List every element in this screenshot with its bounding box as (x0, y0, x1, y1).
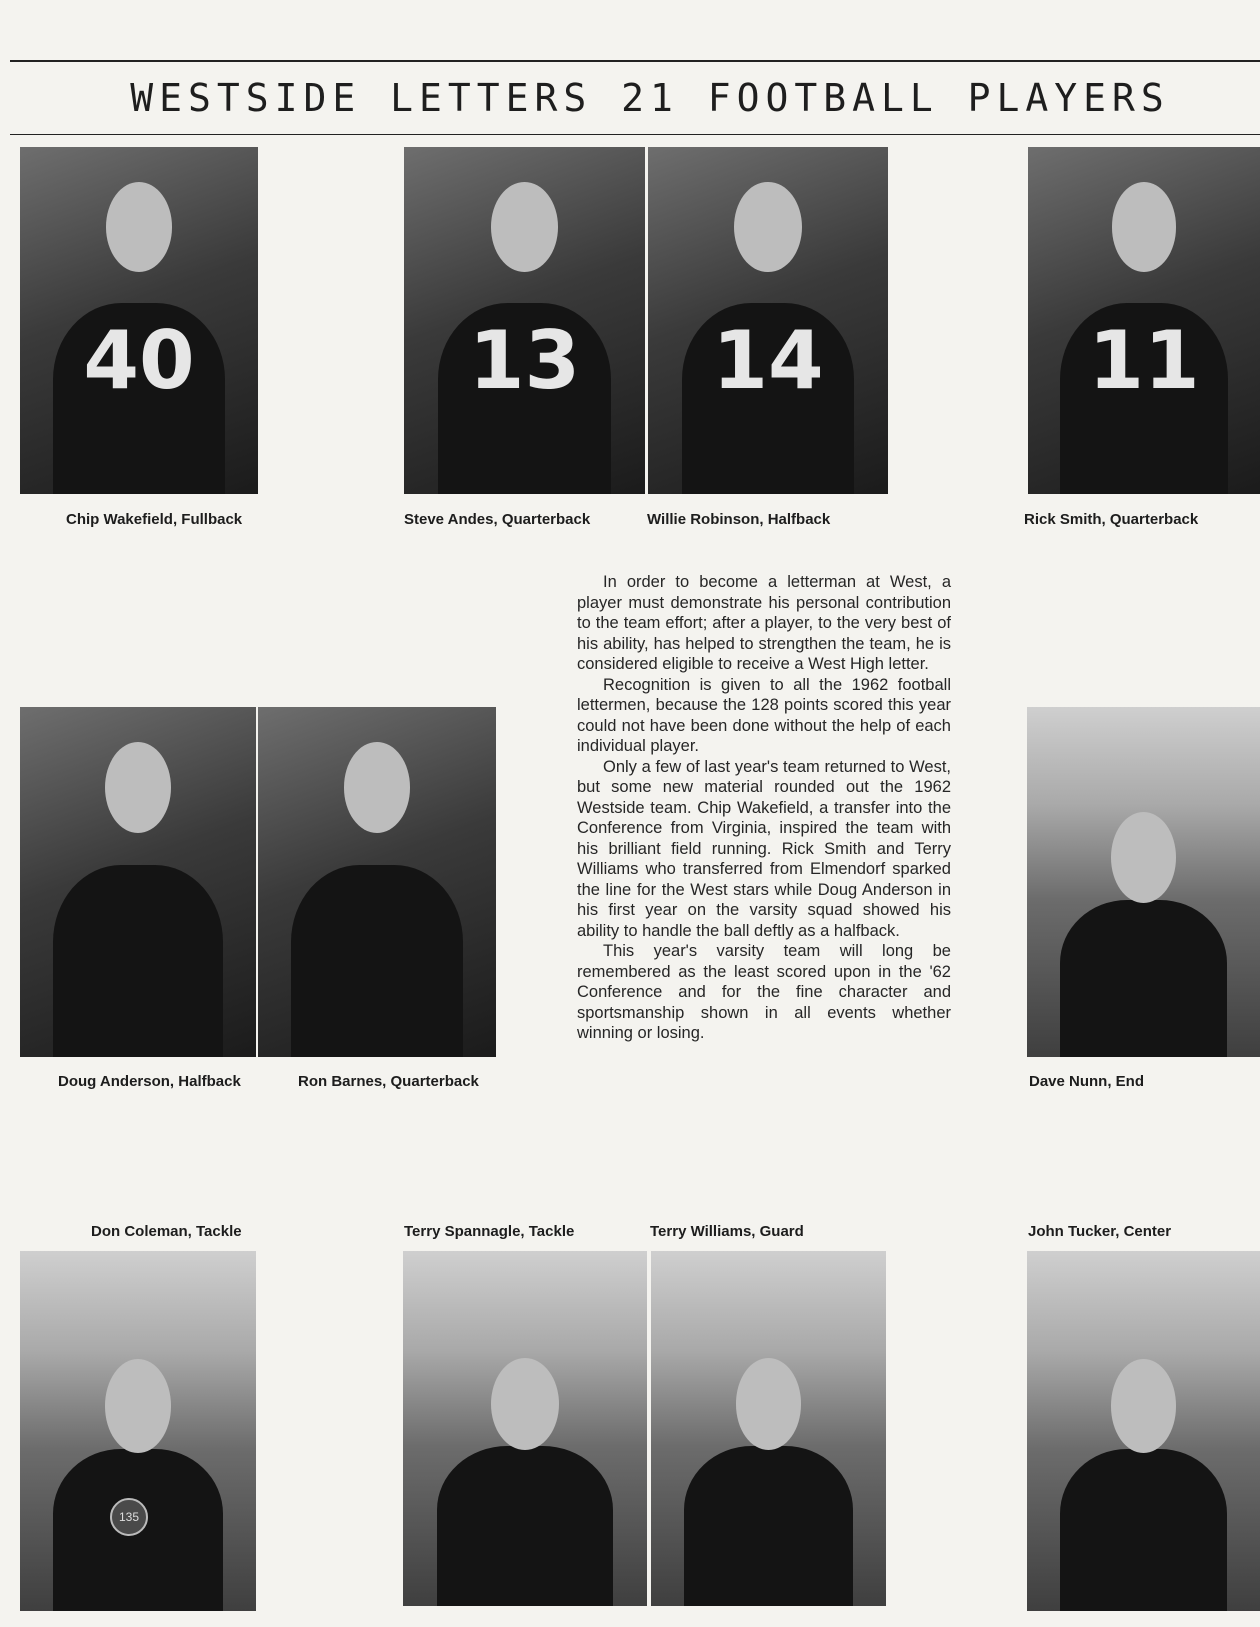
head-shape (1111, 812, 1176, 903)
jersey-shape (437, 1446, 613, 1606)
caption-rick-smith: Rick Smith, Quarterback (1024, 511, 1199, 528)
page-title: WESTSIDE LETTERS 21 FOOTBALL PLAYERS (130, 76, 1170, 120)
caption-john-tucker: John Tucker, Center (1028, 1223, 1172, 1240)
player-photo-ron-barnes (258, 707, 496, 1057)
caption-steve-andes: Steve Andes, Quarterback (404, 511, 591, 528)
jersey-shape (291, 865, 462, 1058)
player-photo-chip-wakefield (20, 147, 258, 494)
head-shape (491, 182, 558, 272)
jersey-shape (1060, 1449, 1228, 1611)
jersey-shape (1060, 900, 1228, 1058)
player-photo-doug-anderson (20, 707, 256, 1057)
jersey-shape (684, 1446, 853, 1606)
head-shape (105, 742, 171, 833)
head-shape (491, 1358, 559, 1450)
player-photo-don-coleman (20, 1251, 256, 1611)
player-photo-terry-williams (651, 1251, 886, 1606)
title-rule (10, 134, 1260, 135)
body-paragraph: This year's varsity team will long be remembered as the least scored upon in the '62 Conference and for the fine character and sportsmanship shown in all events whether winning or losing. (577, 942, 951, 1042)
caption-ron-barnes: Ron Barnes, Quarterback (298, 1073, 479, 1090)
player-photo-terry-spannagle (403, 1251, 647, 1606)
player-photo-steve-andes (404, 147, 645, 494)
head-shape (1111, 1359, 1176, 1453)
head-shape (736, 1358, 802, 1450)
jersey-number: 40 (83, 313, 195, 407)
head-shape (734, 182, 801, 272)
player-photo-rick-smith (1028, 147, 1260, 494)
page-number-badge: 135 (110, 1498, 148, 1536)
jersey-shape (53, 865, 223, 1058)
caption-chip-wakefield: Chip Wakefield, Fullback (66, 511, 243, 528)
head-shape (1112, 182, 1177, 272)
body-paragraph: Recognition is given to all the 1962 football lettermen, because the 128 points scored this year could not have been done without the help of each individual player. (577, 675, 951, 755)
player-photo-john-tucker (1027, 1251, 1260, 1611)
jersey-number: 13 (468, 313, 581, 407)
jersey-number: 14 (712, 313, 824, 407)
head-shape (344, 742, 411, 833)
caption-terry-spannagle: Terry Spannagle, Tackle (404, 1223, 575, 1240)
player-photo-willie-robinson (648, 147, 888, 494)
caption-terry-williams: Terry Williams, Guard (650, 1223, 804, 1240)
body-text (577, 572, 951, 1044)
body-paragraph: In order to become a letterman at West, a player must demonstrate his personal contribution to the team effort; after a player, to the very best of his ability, has helped to strengthen the team, he is considered eligible to receive a West High letter. (577, 573, 951, 673)
head-shape (106, 182, 173, 272)
jersey-number: 11 (1088, 313, 1200, 407)
head-shape (105, 1359, 171, 1453)
caption-willie-robinson: Willie Robinson, Halfback (647, 511, 831, 528)
caption-dave-nunn: Dave Nunn, End (1029, 1073, 1145, 1090)
body-paragraph: Only a few of last year's team returned to West, but some new material rounded out the 1962 Westside team. Chip Wakefield, a transfer into the Conference from Virginia, inspired the team with his brilliant field running. Rick Smith and Terry Williams who transferred from Elmendorf sparked the line for the West stars while Doug Anderson in his first year on the varsity squad showed his ability to handle the ball deftly as a halfback. (577, 757, 951, 940)
top-rule (10, 60, 1260, 62)
caption-doug-anderson: Doug Anderson, Halfback (58, 1073, 241, 1090)
caption-don-coleman: Don Coleman, Tackle (91, 1223, 242, 1240)
player-photo-dave-nunn (1027, 707, 1260, 1057)
